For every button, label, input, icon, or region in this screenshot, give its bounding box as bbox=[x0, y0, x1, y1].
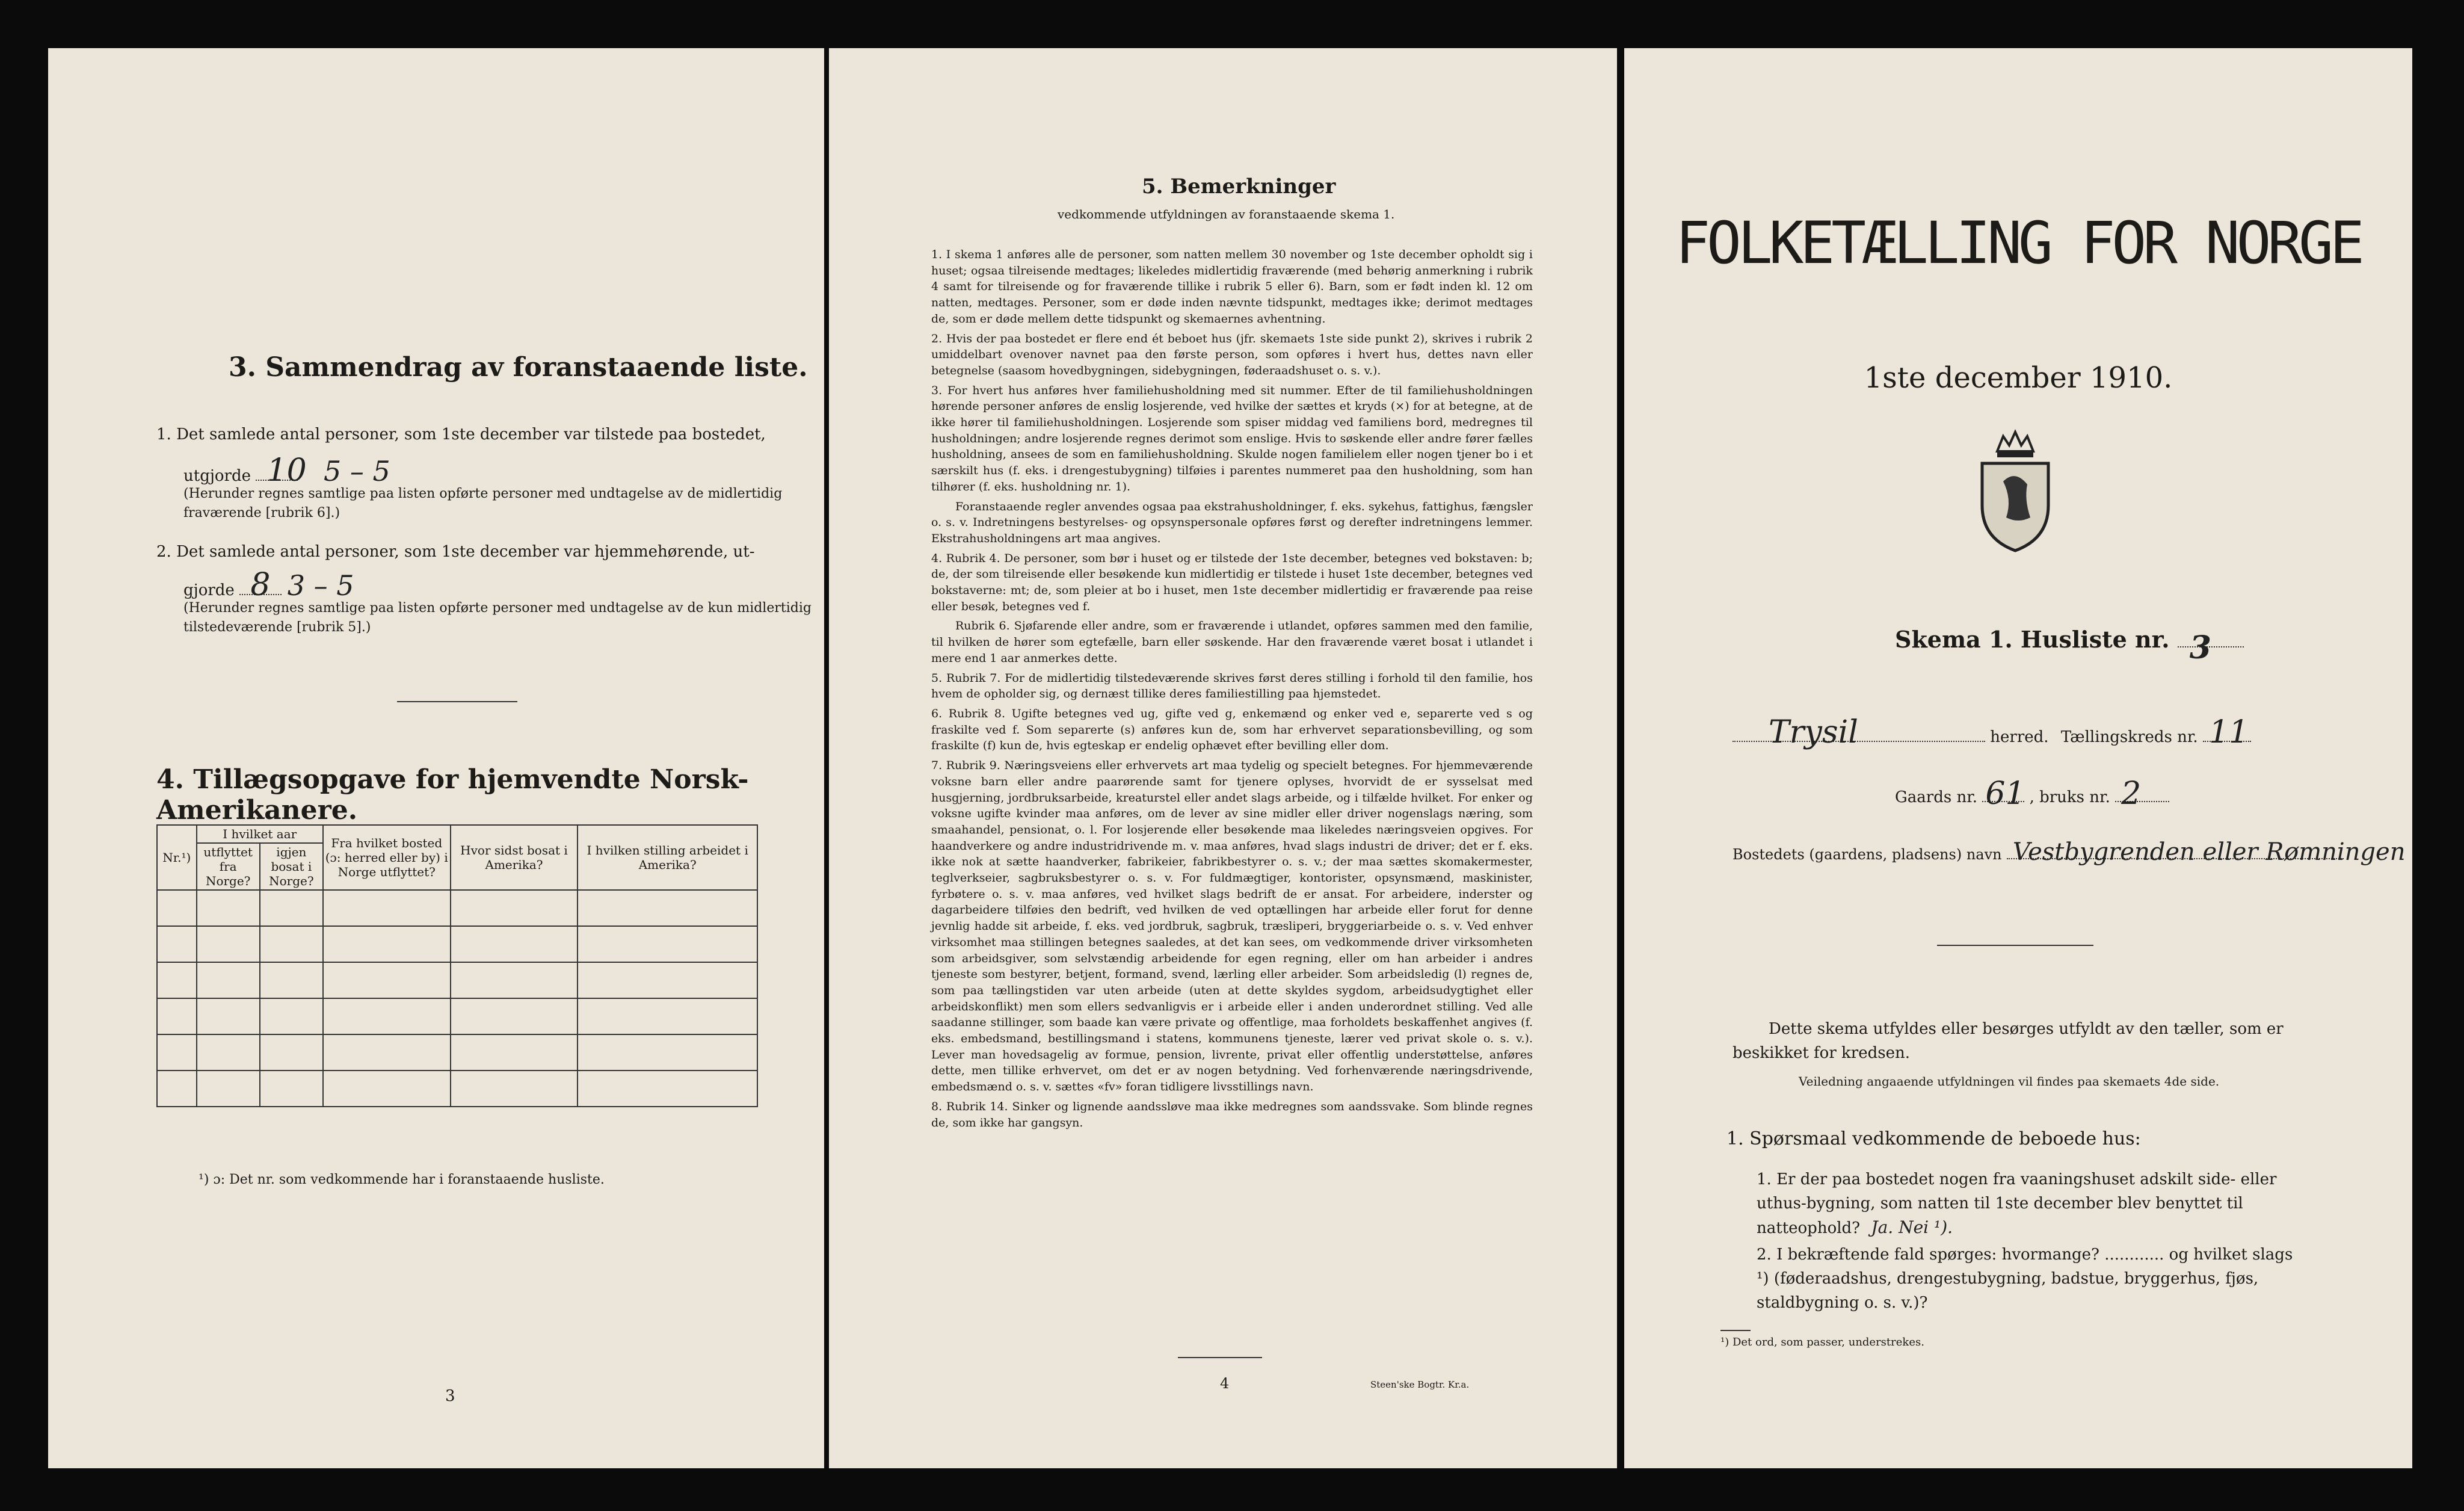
gaards-value: 61 bbox=[1985, 776, 2025, 812]
herred-label: herred. bbox=[1990, 728, 2049, 746]
section5-title: 5. Bemerkninger bbox=[1142, 175, 1336, 199]
veiledning-text: Veiledning angaaende utfyldningen vil findes paa skemaets 4de side. bbox=[1799, 1074, 2220, 1089]
col-sidst: Hvor sidst bosat i Amerika? bbox=[451, 825, 578, 890]
gaards-label: Gaards nr. bbox=[1895, 788, 1978, 806]
divider bbox=[1937, 945, 2093, 946]
item1-text: 1. Det samlede antal personer, som 1ste december var tilstede paa bostedet, bbox=[156, 425, 766, 443]
remark-3: 3. For hvert hus anføres hver familiehusholdning med sit nummer. Efter de til familiehusholdningen hørende personer anføres de enslig losjerende, ved hvilke der sættes et kryds (×) for at betegne, at de ikke hører til familiehusholdningen. Losjerende som spiser middag ved familiens bord, medregnes til husholdningen; andre losjerende regnes derimot som enslige. Hvis to søskende eller andre fører fælles husholdning, ansees de som en familiehusholdning. Skulde nogen familielem eller nogen tjener bo i et særskilt hus (f. eks. i drengestubygning) tilføies i parentes nummeret paa den husholdning, som han tilhører (f. eks. husholdning nr. 1). bbox=[931, 383, 1533, 493]
bosted-label: Bostedets (gaardens, pladsens) navn bbox=[1732, 846, 2002, 863]
kreds-value: 11 bbox=[2208, 714, 2249, 750]
table-footnote: ¹) ɔ: Det nr. som vedkommende har i foranstaaende husliste. bbox=[199, 1172, 605, 1187]
remark-8: 8. Rubrik 14. Sinker og lignende aandssløve maa ikke medregnes som aandssvake. Som blinde regnes de, som ikke har gangsyn. bbox=[931, 1099, 1533, 1129]
item2-text: 2. Det samlede antal personer, som 1ste december var hjemmehørende, ut- bbox=[156, 543, 755, 561]
item2-split: 3 – 5 bbox=[287, 569, 354, 602]
item1-note: (Herunder regnes samtlige paa listen opførte personer med undtagelse av de midlertidig fraværende [rubrik 6].) bbox=[183, 486, 783, 521]
table-row bbox=[157, 1071, 757, 1107]
col-group-year: I hvilket aar bbox=[197, 825, 323, 843]
question-2: 2. I bekræftende fald spørges: hvormange? ............ og hvilket slags ¹) (føderaadshus, drengestubygning, badstue, bryggerhus, fjøs, staldbygning o. s. v.)? bbox=[1757, 1246, 2293, 1312]
page-right bbox=[1624, 48, 2412, 1468]
remark-7: 7. Rubrik 9. Næringsveiens eller erhvervets art maa tydelig og specielt betegnes. For hjemmeværende voksne barn eller andre paarørende samt for tjenere oplyses, hvorvidt de er sysselsat med husgjerning, jordbruksarbeide, kreaturstel eller andet slags arbeide, og i tilfælde hvilket. For enker og voksne ugifte kvinder maa anføres, om de lever av sine midler eller driver nogenslags næring, som smaahandel, pensionat, o. l. For losjerende eller besøkende maa likeledes næringsveien opgives. For haandverkere og andre industridrivende m. v. maa anføres, hvad slags industri de driver; det er f. eks. ikke nok at sætte haandverker, fabrikeier, fabrikbestyrer o. s. v.; der maa sættes skomakermester, teglverkseier, sagbruksbestyrer o. s. v. For fuldmægtiger, kontorister, opsynsmænd, maskinister, fyrbøtere o. s. v. maa anføres, ved hvilket slags bedrift de er ansat. For arbeidere, inderster og dagarbeidere tilføies den bedrift, ved hvilken de ved optællingen har arbeide eller forut for denne jevnlig hadde sit arbeide, f. eks. ved jordbruk, sagbruk, træsliperi, bryggeriarbeide o. s. v. Ved enhver virksomhet maa stillingen betegnes saaledes, at det kan sees, om vedkommende driver virksomheten som arbeidsgiver, som selvstændig arbeidende for egen regning, eller om han arbeider i andres tjeneste som bestyrer, betjent, formand, svend, lærling eller arbeider. Som arbeidsledig (l) regnes de, som paa tællingstiden var uten arbeide (uten at dette skyldes sygdom, arbeidsudygtighet eller arbeidskonflikt) men som ellers sedvanligvis er i arbeide eller i anden underordnet stilling. Ved alle saadanne stillinger, som baade kan være private og offentlige, maa forholdets beskaffenhet angives (f. eks. embedsmand, bestillingsmand i statens, kommunens tjeneste, lærer ved privat skole o. s. v.). Lever man hovedsagelig av formue, pension, livrente, privat eller offentlig understøttelse, anføres dette, men tillike erhvervet, om det er av nogen betydning. Ved forhenværende næringsdrivende, embedsmænd o. s. v. sættes «fv» foran tidligere livsstillings navn. bbox=[931, 759, 1533, 1094]
question-1-answer: Ja. Nei ¹). bbox=[1871, 1217, 1953, 1237]
remark-3b: Foranstaaende regler anvendes ogsaa paa ekstrahusholdninger, f. eks. sykehus, fattighus, fængsler o. s. v. Indretningens bestyrelses- og opsynspersonale opføres først og derefter indretningens lemmer. Ekstrahusholdningens art maa angives. bbox=[931, 499, 1533, 545]
bosted-value: Vestbygrenden eller Rømningen bbox=[2012, 838, 2406, 866]
section5-subtitle: vedkommende utfyldningen av foranstaaende skema 1. bbox=[1058, 207, 1395, 221]
remark-1: 1. I skema 1 anføres alle de personer, som natten mellem 30 november og 1ste december opholdt sig i huset; ogsaa tilreisende medtages; likeledes midlertidig fraværende (med behørig anmerkning i rubrik 4 samt for tilreisende og for fraværende tillike i rubrik 5 eller 6). Barn, som er født inden kl. 12 om natten, medtages. Personer, som er døde inden nævnte tidspunkt, medtages ikke; derimot medtages de, som er døde mellem dette tidspunkt og skemaernes avhentning. bbox=[931, 248, 1533, 326]
divider bbox=[397, 701, 517, 702]
section3-title: 3. Sammendrag av foranstaaende liste. bbox=[229, 352, 808, 383]
remark-4: 4. Rubrik 4. De personer, som bør i huset og er tilstede der 1ste december, betegnes ved bokstaven: b; de, der som tilreisende eller besøkende kun midlertidig er tilstede i huset 1ste december, betegnes ved bokstaverne: mt; de, som pleier at bo i huset, men 1ste december midlertidig er fraværende paa reise eller besøk, betegnes ved f. bbox=[931, 551, 1533, 613]
footnote-rule bbox=[1720, 1330, 1751, 1331]
bruks-value: 2 bbox=[2121, 776, 2142, 812]
item1-value: 10 bbox=[266, 453, 307, 489]
right-footnote: ¹) Det ord, som passer, understrekes. bbox=[1720, 1336, 1924, 1349]
coat-of-arms-icon bbox=[1970, 427, 2060, 554]
item1-split: 5 – 5 bbox=[323, 455, 390, 487]
divider bbox=[1178, 1357, 1262, 1358]
table-row bbox=[157, 962, 757, 998]
item2-value: 8 bbox=[250, 567, 271, 603]
col-nr: Nr.¹) bbox=[157, 825, 197, 890]
item1-utgjorde-label: utgjorde bbox=[183, 467, 251, 485]
kreds-label: Tællingskreds nr. bbox=[2060, 728, 2198, 746]
intro-text: Dette skema utfyldes eller besørges utfyldt av den tæller, som er beskikket for kredsen. bbox=[1732, 1020, 2284, 1062]
remark-6: 6. Rubrik 8. Ugifte betegnes ved ug, gifte ved g, enkemænd og enker ved e, separerte ved s og fraskilte ved f. Som separerte (s) anføres kun de, som har erhvervet separationsbevilling, og som fraskilte (f) kun de, hvis egteskap er endelig ophævet efter bevilling eller dom. bbox=[931, 706, 1533, 753]
col-igjen: igjen bosat i Norge? bbox=[260, 843, 323, 890]
norsk-amerikanere-table bbox=[156, 824, 758, 1107]
table-row bbox=[157, 926, 757, 962]
table-row bbox=[157, 890, 757, 926]
printer-mark: Steen'ske Bogtr. Kr.a. bbox=[1370, 1379, 1470, 1390]
page-left bbox=[48, 48, 824, 1468]
table-row bbox=[157, 998, 757, 1034]
remarks-list bbox=[931, 247, 1533, 1134]
remark-2: 2. Hvis der paa bostedet er flere end ét beboet hus (jfr. skemaets 1ste side punkt 2), skrives i rubrik 2 umiddelbart ovenover navnet paa den første person, som opføres i hvert hus, dettes navn eller betegnelse (saasom hovedbygningen, sidebygningen, føderaadshuset o. s. v.). bbox=[931, 332, 1533, 377]
bruks-label: , bruks nr. bbox=[2029, 788, 2110, 806]
table-row bbox=[157, 1034, 757, 1071]
col-utflyttet: utflyttet fra Norge? bbox=[197, 843, 260, 890]
husliste-nr: 3 bbox=[2189, 629, 2211, 666]
question-1: 1. Er der paa bostedet nogen fra vaaningshuset adskilt side- eller uthus-bygning, som natten til 1ste december blev benyttet til natteophold? bbox=[1757, 1170, 2277, 1237]
page-number-3: 3 bbox=[445, 1387, 455, 1405]
page-number-4: 4 bbox=[1220, 1375, 1230, 1392]
census-title: FOLKETÆLLING FOR NORGE bbox=[1675, 209, 2361, 277]
item2-note: (Herunder regnes samtlige paa listen opførte personer med undtagelse av de kun midlertidig tilstedeværende [rubrik 5].) bbox=[183, 601, 812, 635]
census-date: 1ste december 1910. bbox=[1864, 361, 2173, 395]
section4-title: 4. Tillægsopgave for hjemvendte Norsk-Amerikanere. bbox=[156, 764, 749, 826]
col-stilling: I hvilken stilling arbeidet i Amerika? bbox=[578, 825, 757, 890]
remark-4b: Rubrik 6. Sjøfarende eller andre, som er fraværende i utlandet, opføres sammen med den familie, til hvilken de hører som egtefælle, barn eller søskende. Har den fraværende været bosat i utlandet i mere end 1 aar anmerkes dette. bbox=[931, 619, 1533, 665]
remark-5: 5. Rubrik 7. For de midlertidig tilstedeværende skrives først deres stilling i forhold til den familie, hos hvem de opholder sig, og dernæst tillike deres familiestilling paa hjemstedet. bbox=[931, 671, 1533, 701]
page-middle bbox=[829, 48, 1617, 1468]
herred-value: Trysil bbox=[1769, 714, 1858, 750]
col-fra: Fra hvilket bosted (ɔ: herred eller by) i Norge utflyttet? bbox=[323, 825, 451, 890]
skema-label: Skema 1. Husliste nr. bbox=[1895, 626, 2170, 653]
item2-utgjorde-label: gjorde bbox=[183, 581, 235, 599]
questions-title: 1. Spørsmaal vedkommende de beboede hus: bbox=[1726, 1128, 2141, 1149]
